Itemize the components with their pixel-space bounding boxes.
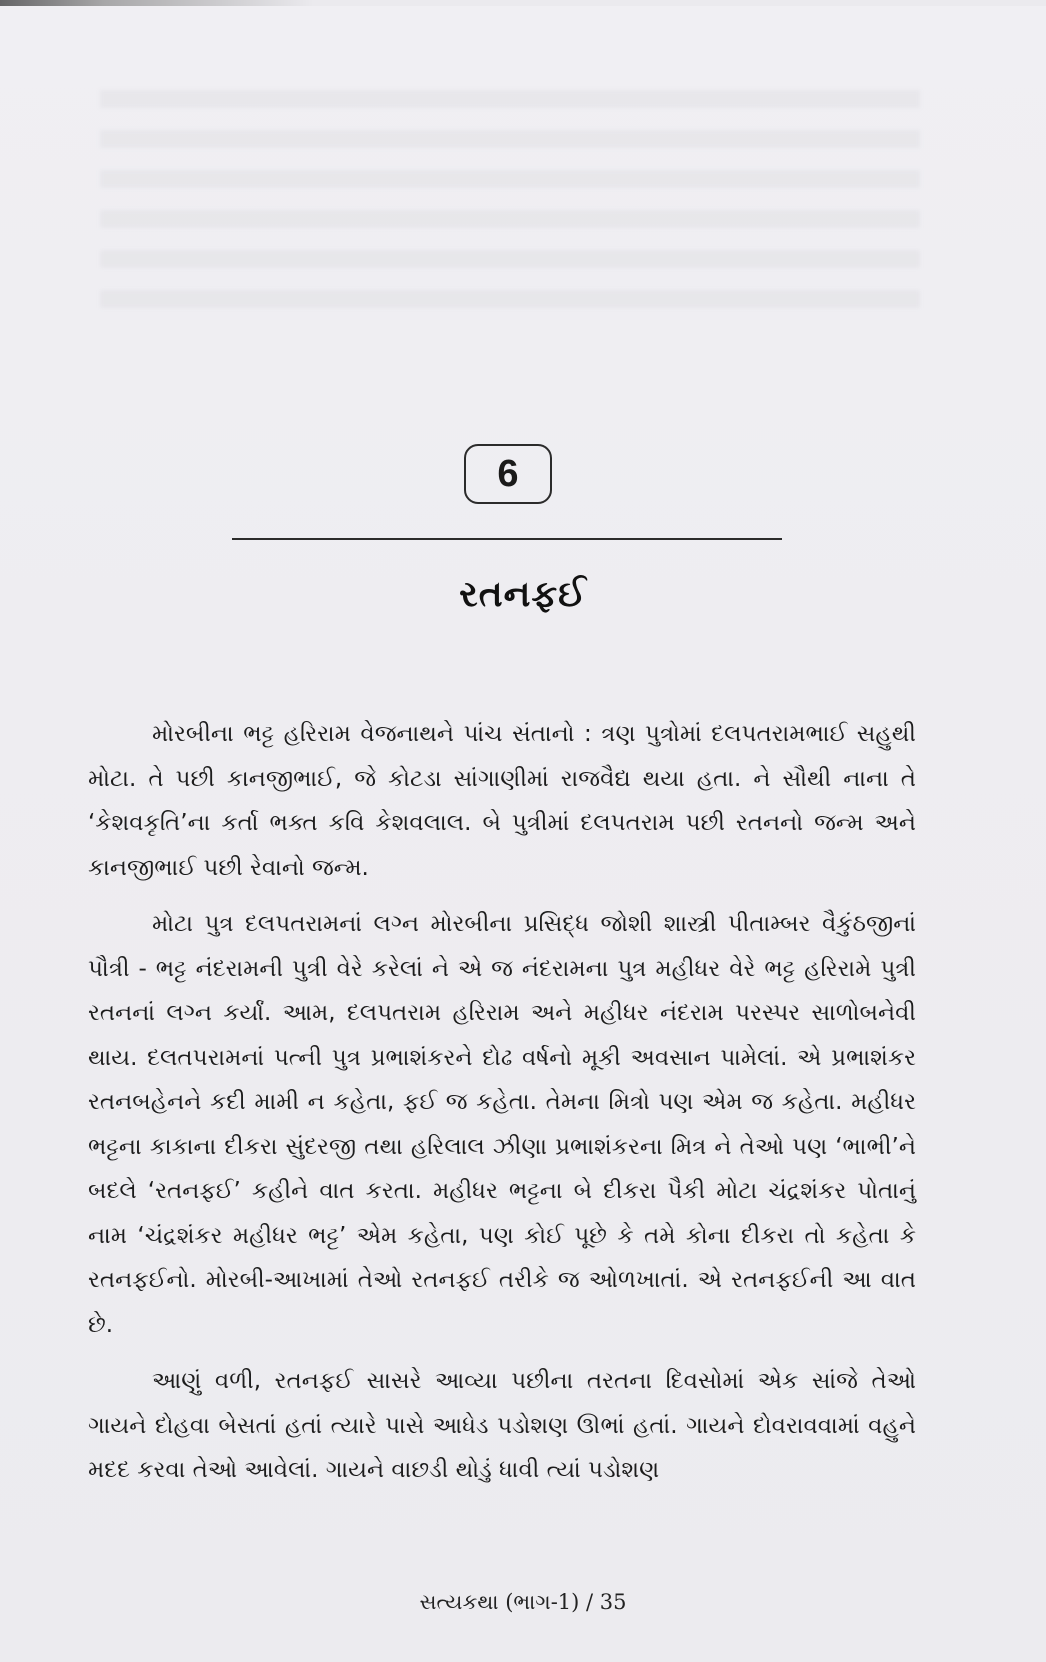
paragraph-2: મોટા પુત્ર દલપતરામનાં લગ્ન મોરબીના પ્રસિદ્ધ જોશી શાસ્ત્રી પીતામ્બર વૈકુંઠજીનાં પૌત્રી - ભટ્ટ નંદરામની પુત્રી વેરે કરેલાં ને એ જ નંદરામના પુત્ર મહીધર વેરે ભટ્ટ હરિરામે પુત્રી રતનનાં લગ્ન કર્યાં. આમ, દલપતરામ હરિરામ અને મહીધર નંદરામ પરસ્પર સાળોબનેવી થાય. દલતપરામનાં પત્ની પુત્ર પ્રભાશંકરને દોઢ વર્ષનો મૂકી અવસાન પામેલાં. એ પ્રભાશંકર રતનબહેનને કદી મામી ન કહેતા, ફઈ જ કહેતા. તેમના મિત્રો પણ એમ જ કહેતા. મહીધર ભટ્ટના કાકાના દીકરા સુંદરજી તથા હરિલાલ ઝીણા પ્રભાશંકરના મિત્ર ને તેઓ પણ ‘ભાભી’ને બદલે ‘રતનફઈ’ કહીને વાત કરતા. મહીધર ભટ્ટના બે દીકરા પૈકી મોટા ચંદ્રશંકર પોતાનું નામ ‘ચંદ્રશંકર મહીધર ભટ્ટ’ એમ કહેતા, પણ કોઈ પૂછે કે તમે કોના દીકરા તો કહેતા કે રતનફઈનો. મોરબી-આખામાં તેઓ રતનફઈ તરીકે જ ઓળખાતાં. એ રતનફઈની આ વાત છે.: [88, 911, 916, 1338]
paragraph-3: આણું વળી, રતનફઈ સાસરે આવ્યા પછીના તરતના દિવસોમાં એક સાંજે તેઓ ગાયને દોહવા બેસતાં હતાં ત્યારે પાસે આધેડ પડોશણ ઊભાં હતાં. ગાયને દોવરાવવામાં વહુને મદદ કરવા તેઓ આવેલાં. ગાયને વાછડી થોડું ધાવી ત્યાં પડોશણ: [88, 1368, 916, 1483]
chapter-title: રતનફઈ: [459, 574, 587, 615]
chapter-divider: [232, 538, 782, 540]
chapter-number-box: [464, 444, 552, 504]
page-footer: સત્યકથા (ભાગ-1) / 35: [419, 1590, 627, 1614]
show-through-text: [100, 90, 920, 330]
paragraph-1: મોરબીના ભટ્ટ હરિરામ વેજનાથને પાંચ સંતાનો : ત્રણ પુત્રોમાં દલપતરામભાઈ સહુથી મોટા. તે પછી કાનજીભાઈ, જે કોટડા સાંગાણીમાં રાજવૈદ્ય થયા હતા. ને સૌથી નાના તે ‘કેશવકૃતિ’ના કર્તા ભક્ત કવિ કેશવલાલ. બે પુત્રીમાં દલપતરામ પછી રતનનો જન્મ અને કાનજીભાઈ પછી રેવાનો જન્મ.: [88, 721, 917, 881]
chapter-body: [88, 712, 916, 1505]
chapter-number: 6: [497, 452, 519, 495]
page-edge-shadow: [0, 0, 1046, 6]
